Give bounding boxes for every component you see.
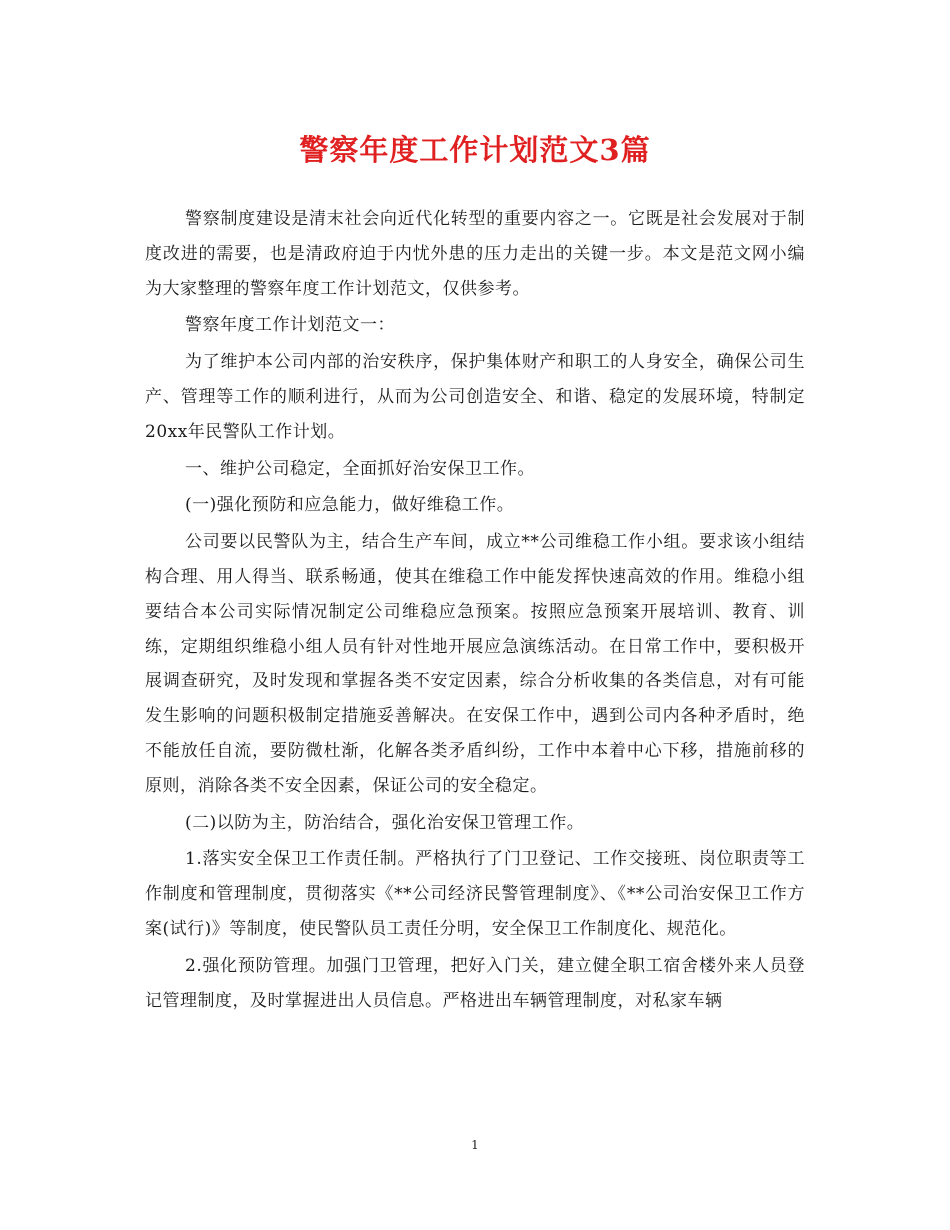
paragraph-item-2: 2.强化预防管理。加强门卫管理，把好入门关，建立健全职工宿舍楼外来人员登记管理制度，及时掌握进出人员信息。严格进出车辆管理制度，对私家车辆 (145, 955, 805, 1011)
paragraph-stability-team: 公司要以民警队为主，结合生产车间，成立**公司维稳工作小组。要求该小组结构合理、用人得当、联系畅通，使其在维稳工作中能发挥快速高效的作用。维稳小组要结合本公司实际情况制定公司维稳应急预案。按照应急预案开展培训、教育、训练，定期组织维稳小组人员有针对性地开展应急演练活动。在日常工作中，要积极开展调查研究，及时发现和掌握各类不安定因素，综合分析收集的各类信息，对有可能发生影响的问题积极制定措施妥善解决。在安保工作中，遇到公司内各种矛盾时，绝不能放任自流，要防微杜渐，化解各类矛盾纠纷，工作中本着中心下移，措施前移的原则，消除各类不安全因素，保证公司的安全稳定。 (145, 532, 805, 796)
paragraph-subheading-1: (一)强化预防和应急能力，做好维稳工作。 (185, 495, 515, 516)
page-number: 1 (471, 1138, 479, 1152)
paragraph-intro: 警察制度建设是清末社会向近代化转型的重要内容之一。它既是社会发展对于制度改进的需要，也是清政府迫于内忧外患的压力走出的关键一步。本文是范文网小编为大家整理的警察年度工作计划范文，仅供参考。 (145, 209, 805, 299)
paragraph-subheading-2: (二)以防为主，防治结合，强化治安保卫管理工作。 (185, 812, 585, 833)
document-body (145, 202, 805, 1020)
paragraph-heading-1: 一、维护公司稳定，全面抓好治安保卫工作。 (185, 458, 535, 479)
paragraph-section-heading: 警察年度工作计划范文一： (185, 315, 395, 336)
paragraph-purpose: 为了维护本公司内部的治安秩序，保护集体财产和职工的人身安全，确保公司生产、管理等工作的顺利进行，从而为公司创造安全、和谐、稳定的发展环境，特制定20xx年民警队工作计划。 (145, 352, 805, 442)
paragraph-item-1: 1.落实安全保卫工作责任制。严格执行了门卫登记、工作交接班、岗位职责等工作制度和管理制度，贯彻落实《**公司经济民警管理制度》、《**公司治安保卫工作方案(试行)》等制度，使民警队员工责任分明，安全保卫工作制度化、规范化。 (145, 849, 805, 939)
document-title: 警察年度工作计划范文3篇 (299, 133, 651, 167)
